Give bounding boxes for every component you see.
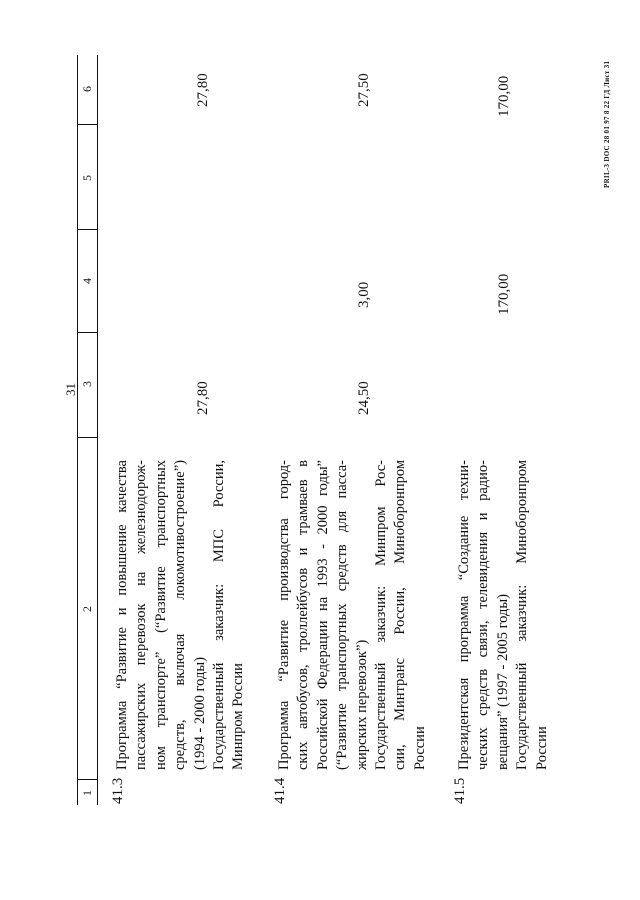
row-value-col6: 27,80 [195,73,211,107]
row-description-line: (1994 - 2000 годы) [191,657,208,770]
column-divider [77,124,97,125]
row-description-line: Программа “Развитие и повышение качества [114,460,130,770]
column-header-2: 2 [80,606,94,612]
page-number: 31 [63,383,78,396]
column-header-1: 1 [80,790,94,796]
column-divider [77,437,97,438]
column-header-3: 3 [80,381,94,387]
column-divider [77,779,97,780]
row-number: 41.4 [272,777,288,804]
row-description-line: Государственный заказчик: МПС России, [211,460,228,770]
row-value-col3: 24,50 [356,381,372,415]
column-header-5: 5 [80,175,94,181]
row-description-line: средств, включая локомотивостроение”) [172,460,189,770]
row-description-line: Программа “Развитие производства город- [276,460,292,770]
row-description-line: Российской Федерации на 1993 - 2000 годы” [314,460,331,770]
row-description-line: сии, Минтранс России, Миноборонпром [392,460,409,770]
row-value-col3: 27,80 [195,381,211,415]
row-description-line: пассажирских перевозок на железнодорож- [133,460,150,770]
row-description-line: (“Развитие транспортных средств для пасса- [334,460,351,770]
row-value-col4: 3,00 [356,281,372,308]
table-header-bottom-border [97,55,98,805]
row-description-line: Государственный заказчик: Миноборонпром [514,460,531,770]
row-description-line: ческих средств связи, телевидения и радио- [475,460,492,770]
column-header-6: 6 [80,86,94,92]
row-description-line: ном транспорте” (“Развитие транспортных [152,460,169,770]
document-footer: PRIL-3 DOC 28 01 97 8 22 ГД Лист 31 [603,60,611,188]
row-description [275,460,430,770]
row-value-col4: 170,00 [496,273,512,315]
row-value-col6: 27,50 [356,73,372,107]
column-header-4: 4 [80,278,94,284]
row-description-line: России [411,726,428,770]
row-description-line: Государственный заказчик: Минпром Рос- [373,460,390,770]
row-number: 41.3 [110,777,126,804]
row-description [113,460,249,770]
row-description-line: жирских перевозок”) [353,639,370,770]
row-description [455,460,552,770]
row-description-line: Минпром России [230,663,247,770]
row-description-line: Президентская программа “Создание техни- [456,460,472,770]
row-value-col6: 170,00 [496,75,512,117]
row-description-line: ских автобусов, троллейбусов и трамваев в [295,460,312,770]
row-number: 41.5 [452,777,468,804]
row-description-line: вещания” (1997 - 2005 годы) [494,594,511,770]
column-divider [77,229,97,230]
column-divider [77,332,97,333]
table-header-top-border [77,55,78,805]
row-description-line: России [533,726,550,770]
